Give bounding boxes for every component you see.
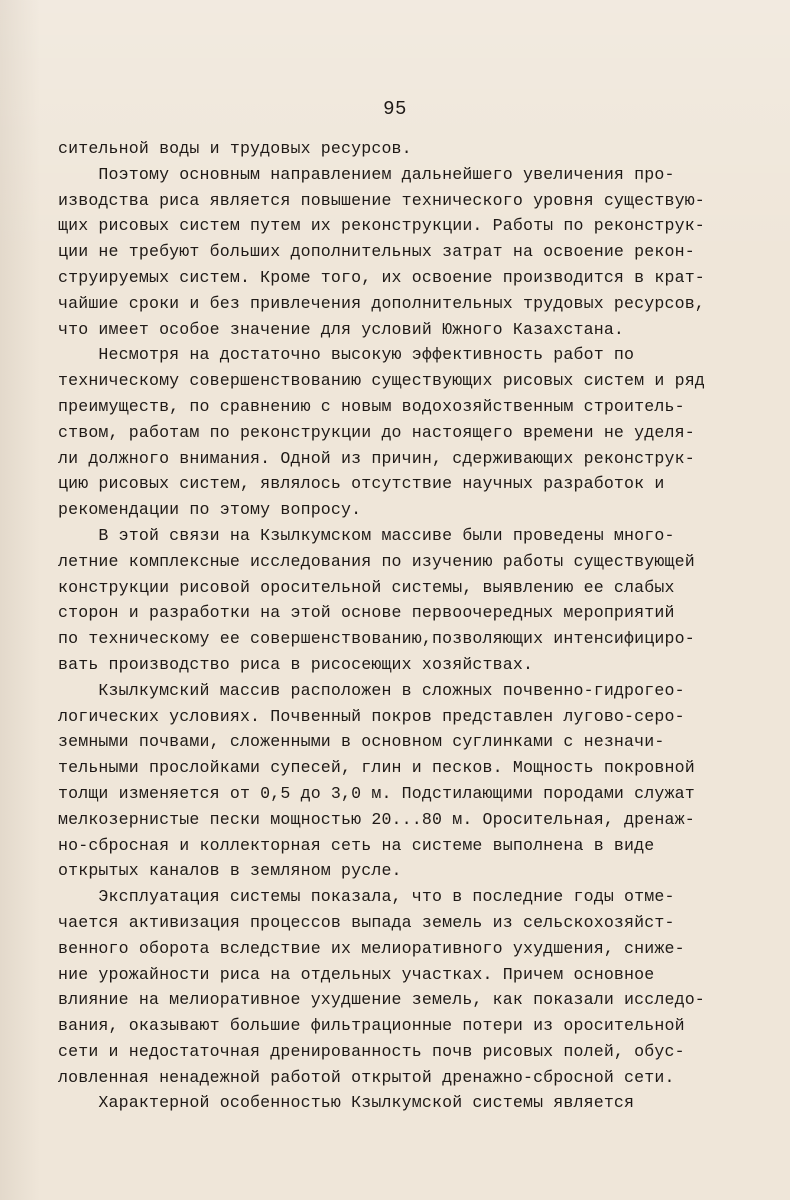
text-line: влияние на мелиоративное ухудшение земель, как показали исследо- — [58, 990, 705, 1010]
text-line: чайшие сроки и без привлечения дополнительных трудовых ресурсов, — [58, 293, 705, 313]
text-line: щих рисовых систем путем их реконструкции. Работы по реконструк- — [58, 216, 705, 236]
text-line: чается активизация процессов выпада земель из сельскохозяйст- — [58, 912, 675, 932]
text-line: ции не требуют больших дополнительных затрат на освоение рекон- — [58, 242, 695, 262]
text-line: сительной воды и трудовых ресурсов. — [58, 139, 412, 158]
text-line: цию рисовых систем, являлось отсутствие научных разработок и — [58, 474, 665, 494]
text-line: открытых каналов в земляном русле. — [58, 861, 402, 881]
text-line: рекомендации по этому вопросу. — [58, 500, 362, 520]
text-line: по техническому ее совершенствованию,позволяющих интенсифициро- — [58, 629, 695, 649]
text-line: мелкозернистые пески мощностью 20...80 м. Оросительная, дренаж- — [58, 809, 695, 829]
text-line: сторон и разработки на этой основе первоочередных мероприятий — [58, 603, 675, 623]
text-line: тельными прослойками супесей, глин и песков. Мощность покровной — [58, 758, 695, 778]
text-line: вать производство риса в рисосеющих хозяйствах. — [58, 654, 534, 674]
text-line: логических условиях. Почвенный покров представлен лугово-серо- — [58, 706, 685, 726]
text-line: ние урожайности риса на отдельных участках. Причем основное — [58, 964, 655, 984]
text-line: Эксплуатация системы показала, что в последние годы отме- — [58, 887, 675, 907]
text-line: ловленная ненадежной работой открытой дренажно-сбросной сети. — [58, 1067, 675, 1087]
text-line: преимуществ, по сравнению с новым водохозяйственным строитель- — [58, 396, 685, 416]
text-line: что имеет особое значение для условий Южного Казахстана. — [58, 319, 625, 339]
text-line: техническому совершенствованию существующих рисовых систем и ряд — [58, 371, 705, 391]
text-line: ством, работам по реконструкции до настоящего времени не уделя- — [58, 422, 695, 442]
text-line: изводства риса является повышение технического уровня существую- — [58, 190, 705, 210]
text-line: венного оборота вследствие их мелиоративного ухудшения, сниже- — [58, 938, 685, 958]
text-line: вания, оказывают большие фильтрационные потери из оросительной — [58, 1016, 685, 1036]
text-line: Характерной особенностью Кзылкумской системы является — [58, 1093, 635, 1113]
text-line: Поэтому основным направлением дальнейшего увеличения про- — [58, 164, 675, 184]
text-line: земными почвами, сложенными в основном суглинками с незначи- — [58, 732, 665, 752]
text-line: Кзылкумский массив расположен в сложных почвенно-гидрогео- — [58, 680, 685, 700]
text-line: но-сбросная и коллекторная сеть на системе выполнена в виде — [58, 835, 655, 855]
page-number: 95 — [383, 98, 407, 120]
text-line: толщи изменяется от 0,5 до 3,0 м. Подстилающими породами служат — [58, 783, 695, 803]
text-line: сети и недостаточная дренированность почв рисовых полей, обус- — [58, 1041, 685, 1061]
text-line: В этой связи на Кзылкумском массиве были проведены много- — [58, 525, 675, 545]
text-line: ли должного внимания. Одной из причин, сдерживающих реконструк- — [58, 448, 695, 468]
text-line: Несмотря на достаточно высокую эффективность работ по — [58, 345, 635, 365]
text-line: летние комплексные исследования по изучению работы существующей — [58, 551, 695, 571]
text-line: струируемых систем. Кроме того, их освоение производится в крат- — [58, 267, 705, 287]
body-text — [58, 136, 734, 1116]
text-line: конструкции рисовой оросительной системы, выявлению ее слабых — [58, 577, 675, 597]
